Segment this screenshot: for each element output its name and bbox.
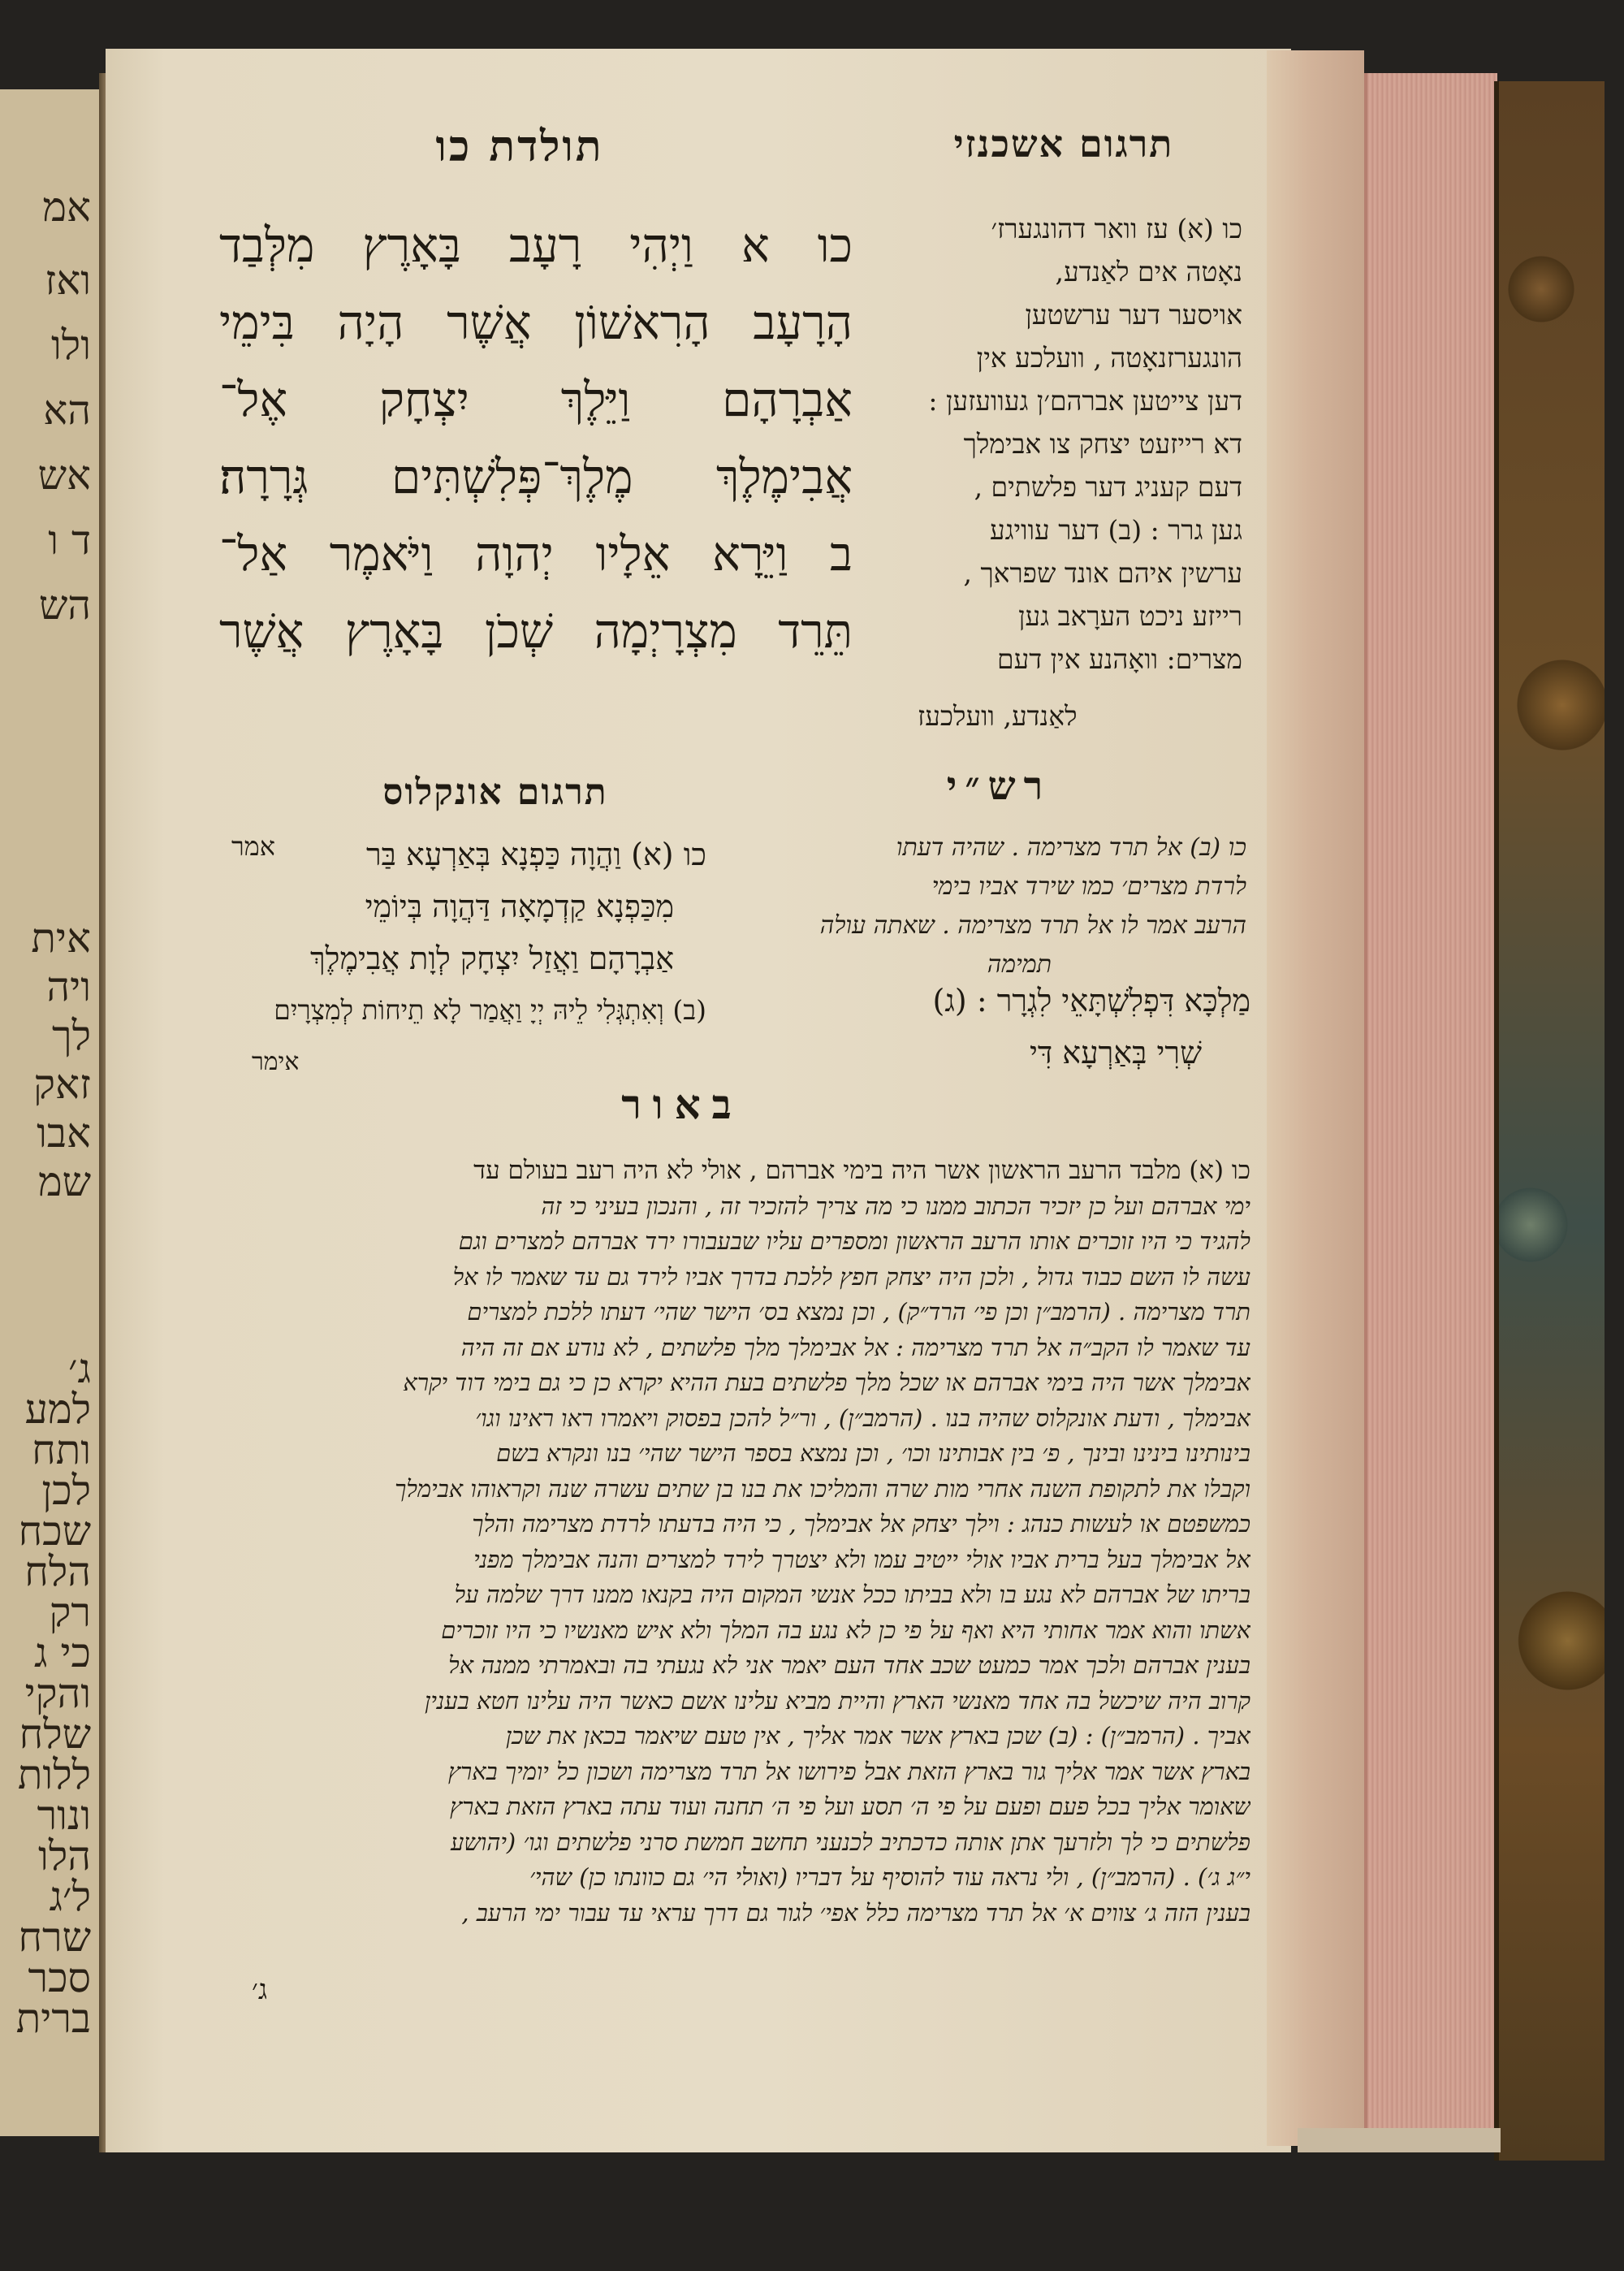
commentary-line: כו (ב) אל תרד מצרימה . שהיה דעתו <box>896 833 1246 862</box>
translation-line: דעם קעניג דער פלשתים , <box>974 471 1242 503</box>
rashi-commentary <box>735 828 1246 984</box>
onkelos-block <box>219 828 706 1036</box>
book-page <box>106 49 1291 2152</box>
biur-commentary <box>219 1153 1250 1931</box>
header-parsha: תולדת כו <box>435 122 604 171</box>
catchword: אמר <box>231 831 275 862</box>
verse-line: אֲבִימֶלֶךְ מֶלֶךְ־פְּלִשְׁתִּים גְּרָרָה׃ <box>219 449 853 504</box>
heading-onkelos: תרגום אונקלוס <box>382 772 608 813</box>
translation-line: אויסער דער ערשטען <box>1025 299 1242 331</box>
onkelos-continuation <box>747 975 1250 1079</box>
left-page-text: שלח <box>19 1711 91 1758</box>
left-page-text: ד ו <box>48 517 91 564</box>
translation-line: ערשין איהם אונד שפראך , <box>963 557 1242 589</box>
left-page-text: רק <box>49 1589 91 1636</box>
left-page-text: ונור <box>37 1792 91 1839</box>
left-page-text: ואז <box>45 257 91 304</box>
commentary-line: לרדת מצרים׳ כמו שירד אביו בימי <box>931 872 1246 901</box>
left-page-text: אית <box>31 915 91 962</box>
left-page-text: ברית <box>15 1995 91 2042</box>
left-page-text: והקי <box>24 1670 91 1717</box>
verse-line: הָרָעָב הָרִאשׁוֹן אֲשֶׁר הָיָה בִּימֵי <box>219 295 853 350</box>
left-page-text: הש <box>38 582 91 629</box>
verse-line: אַבְרָהָם וַיֵּלֶךְ יִצְחָק אֶל־ <box>219 372 853 427</box>
left-page-text: שכח <box>18 1508 91 1555</box>
left-page-text: ולו <box>51 322 91 369</box>
header-targum-ashkenazi: תרגום אשכנזי <box>953 122 1174 166</box>
left-page-text: זאק <box>33 1061 91 1108</box>
left-page-text: אבו <box>37 1110 91 1157</box>
commentary-line: תרד מצרימה . (הרמב״ן וכן פי׳ הרד״ק) , וכן נמצא בס׳ הישר שהי׳ דעתו ללכת למצרים <box>467 1298 1250 1326</box>
commentary-line: קרוב היה שיכשל בה אחד מאנשי הארץ והיית מביא עלינו אשם כאשר היה עלינו חטא בענין <box>424 1686 1250 1715</box>
signature-mark: ג׳ <box>252 1974 268 2006</box>
left-page-text: ל׳ג <box>49 1873 91 1920</box>
commentary-line: בינותינו בינינו ובינך , פ׳ בין אבותינו וכו׳ , וכן נמצא בספר הישר שהי׳ בנו ונקרא בשם <box>496 1439 1250 1467</box>
verse-line: כו א וַיְהִי רָעָב בָּאָרֶץ מִלְּבַד <box>219 218 853 273</box>
commentary-line: עשה לו השם כבוד גדול , ולכן היה יצחק חפץ ללכת בדרך אביו לירד גם עד שאמר לו אל <box>452 1262 1250 1291</box>
marbled-cover <box>1494 81 1605 2161</box>
left-page-text: הלו <box>38 1832 91 1880</box>
targum-line: מַלְכָּא דִּפְלִשְׁתָּאֵי לִגְרָר : (ג) <box>932 983 1250 1019</box>
left-page-text: למע <box>24 1386 91 1433</box>
left-page-fragment <box>0 89 104 2136</box>
left-page-text: לכן <box>41 1467 91 1514</box>
targum-line: אַבְרָהָם וַאֲזַל יִצְחָק לְוָת אֲבִימֶלֶךְ <box>310 941 674 976</box>
commentary-line: בריתו של אברהם לא נגע בו ולא בביתו ככל אנשי המקום היה בקנאו ממנו דרך שלמה על <box>454 1581 1250 1608</box>
left-page-text: אש <box>37 452 91 499</box>
translation-line: גען גרר : (ב) דער עוויגע <box>989 514 1242 546</box>
targum-line: שְׁרִי בְּאַרְעָא דִּי <box>1029 1035 1202 1071</box>
commentary-line: להגיד כי היו זוכרים אותו הרעב הראשון ומספרים עליו שבעבורו ירד אברהם למצרים וגם <box>458 1227 1250 1255</box>
commentary-line: בענין הזה ג׳ צווים א׳ אל תרד מצרימה כלל אפי׳ לגור גם דרך עראי עד עבור ימי הרעב , <box>461 1898 1250 1927</box>
left-page-text: אמ <box>42 184 91 231</box>
heading-biur: באור <box>621 1080 743 1128</box>
commentary-line: אשתו והוא אמר אחותי היא ואף על פי כן לא נגע בה המלך ולא איש מאנשיו כי היו זוכרים <box>441 1616 1250 1644</box>
translation-line: כו (א) עז וואר דהונגערז׳ <box>991 213 1242 244</box>
catchword: אימר <box>252 1048 300 1076</box>
targum-line: (ב) וְאִתְגְּלִי לֵיהּ יְיָ וַאֲמַר לָא תֵיחוֹת לְמִצְרָיִם <box>274 994 706 1026</box>
commentary-line: י״ג ג׳) . (הרמב״ן) , ולי נראה עוד להוסיף על דבריו (ואולי הי׳ גם כוונתו כן) שהי׳ <box>529 1863 1250 1891</box>
left-page-text: ותח <box>32 1426 91 1473</box>
left-page-text: סכר <box>28 1954 91 2001</box>
left-page-text: ללות <box>17 1751 91 1798</box>
catchword: לאַנדע, וועלכעז <box>918 700 1078 732</box>
heading-rashi: רש״י <box>946 763 1052 809</box>
commentary-line: אביך . (הרמב״ן) : (ב) שכן בארץ אשר אמר אליך , אין טעם שיאמר בכאן את שכן <box>505 1722 1250 1750</box>
yiddish-translation-block <box>885 207 1242 732</box>
left-page-text: ג׳ <box>67 1345 91 1392</box>
left-page-text: הא <box>43 387 91 434</box>
verse-line: תֵּרֵד מִצְרָיְמָה שְׁכֹן בָּאָרֶץ אֲשֶׁר <box>219 603 853 659</box>
left-page-text: לך <box>52 1012 91 1059</box>
left-page-text: ויה <box>46 963 91 1010</box>
translation-line: נאָטה אים לאַנדע, <box>1055 256 1242 288</box>
left-page-text: שרח <box>18 1914 91 1961</box>
commentary-line: בארץ אשר אמר אליך גור בארץ הזאת אבל פירושו אל תרד מצרימה ושכון כל יומיך בארץ <box>447 1757 1250 1785</box>
translation-line: דא רייזעט יצחק צו אבימלך <box>963 428 1242 460</box>
translation-line: דען צייטען אברהם׳ן געוועזען : <box>928 385 1242 417</box>
commentary-line: אל אבימלך בעל ברית אביו אולי ייטיב עמו ולא יצטרך לירד למצרים והנה אבימלך מפני <box>473 1545 1250 1573</box>
commentary-line: הרעב אמר לו אל תרד מצרימה . שאתה עולה <box>819 911 1246 940</box>
commentary-line: תמימה <box>987 950 1052 979</box>
commentary-line: בענין אברהם ולכך אמר כמעט שכב אחד העם יאמר אני לא נגעתי בה ובאמרתי ממנה אל <box>448 1651 1250 1679</box>
left-page-text: כי ג <box>34 1629 91 1676</box>
translation-line: רייזע ניכט הערָאב גען <box>1018 600 1242 632</box>
page-fore-edge <box>1267 50 1364 2146</box>
commentary-line: וקבלו את לתקופת השנה אחרי מות שרה והמליכו את בנו בן שתים עשרה שנה וקראוהו אבימלך <box>395 1474 1250 1503</box>
commentary-line: עד שאמר לו הקב״ה אל תרד מצרימה : אל אבימלך מלך פלשתים , לא נודע אם זה היה <box>460 1333 1250 1361</box>
translation-line: מצרים: וואָהנע אין דעם <box>997 643 1242 675</box>
commentary-line: כו (א) מלבד הרעב הראשון אשר היה בימי אברהם , אולי לא היה רעב בעולם עד <box>473 1156 1250 1185</box>
commentary-line: אבימלך , ודעת אונקלוס שהיה בנו . (הרמב״ן) , ור״ל להכן בפסוק ויאמרו ראו ראינו וגו׳ <box>475 1404 1250 1432</box>
commentary-line: שאומר אליך בכל פעם ופעם על פי ה׳ תסע ועל פי ה׳ תחנה ועוד עתה בארץ הזאת בארץ <box>449 1793 1250 1820</box>
commentary-line: ימי אברהם ועל כן יזכיר הכתוב ממנו כי מה צריך להזכיר זה , והנכון בעיני כי זה <box>541 1192 1250 1220</box>
page-block-edge <box>1364 73 1497 2144</box>
targum-line: מִכַּפְנָא קַדְמָאָה דַּהֲוָה בְּיוֹמֵי <box>365 889 674 924</box>
commentary-line: כמשפטם או לעשות כנהג : וילך יצחק אל אבימלך , כי היה בדעתו לרדת מצרימה והלך <box>472 1510 1250 1538</box>
verse-line: ב וַיֵּרָא אֵלָיו יְהוָה וַיֹּאמֶר אַל־ <box>219 526 853 582</box>
commentary-line: פלשתים כי לך ולזרעך אתן אותה כדכתיב לכנעני תחשב חמשת סרני פלשתים וגו׳ (יהושע <box>450 1828 1250 1856</box>
commentary-line: אבימלך אשר היה בימי אברהם או שכל מלך פלשתים בעת ההיא יקרא כן כי גם בימי דוד יקרא <box>403 1369 1250 1396</box>
page-bottom-edge <box>1298 2128 1501 2152</box>
left-page-text: הלח <box>24 1548 91 1595</box>
targum-line: כו (א) וַהֲוָה כַּפְנָא בְּאַרְעָא בַּר <box>365 837 706 872</box>
left-page-text: שמ <box>37 1158 91 1205</box>
translation-line: הונגערזנאָטה , וועלכע אין <box>976 342 1242 374</box>
